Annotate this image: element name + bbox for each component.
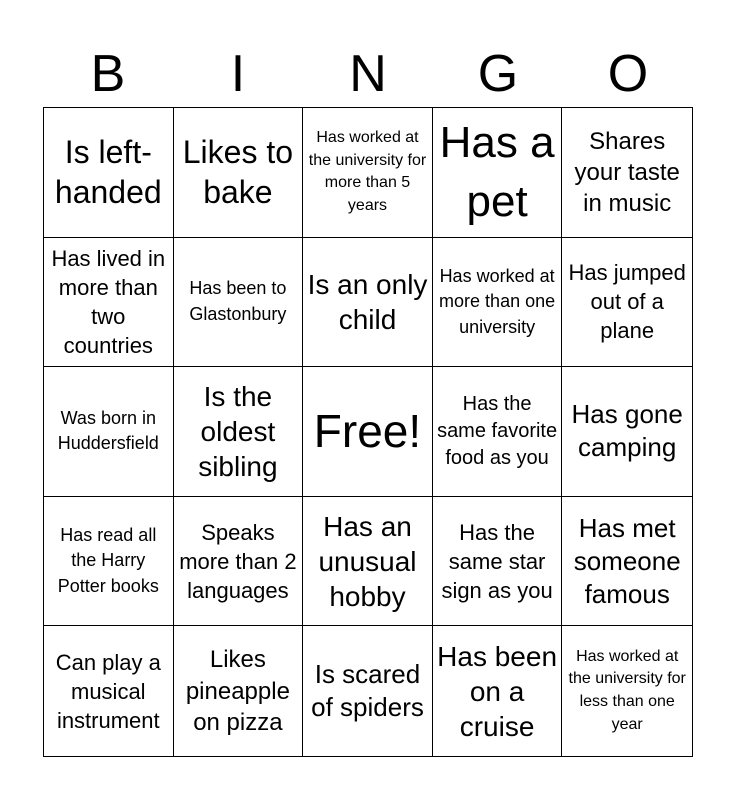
bingo-cell[interactable]	[303, 238, 433, 368]
cell-text: Has been on a cruise	[437, 640, 558, 742]
bingo-board	[43, 107, 693, 757]
bingo-cell[interactable]	[44, 108, 174, 238]
header-letter-g: G	[477, 45, 519, 103]
bingo-cell[interactable]	[433, 626, 563, 756]
header-letter-o: O	[607, 45, 649, 103]
bingo-cell[interactable]	[174, 497, 304, 627]
bingo-cell[interactable]	[174, 108, 304, 238]
cell-text: Likes pineapple on pizza	[185, 646, 290, 736]
bingo-cell[interactable]	[562, 238, 692, 368]
cell-text: Is scared of spiders	[311, 659, 424, 723]
bingo-cell[interactable]	[44, 626, 174, 756]
bingo-header	[43, 40, 693, 108]
cell-text: Is an only child	[307, 268, 428, 335]
cell-text: Has worked at the university for more than 5 years	[308, 128, 427, 215]
bingo-cell[interactable]	[303, 497, 433, 627]
cell-text: Has lived in more than two countries	[51, 245, 166, 358]
cell-text: Has read all the Harry Potter books	[57, 524, 159, 596]
header-letter-b: B	[90, 45, 126, 103]
cell-text: Speaks more than 2 languages	[179, 519, 297, 603]
cell-text: Has the same favorite food as you	[437, 392, 558, 469]
bingo-cell[interactable]	[44, 367, 174, 497]
cell-text: Has a pet	[439, 117, 555, 227]
free-space: Free!	[313, 404, 422, 457]
bingo-cell[interactable]	[433, 238, 563, 368]
cell-text: Can play a musical instrument	[55, 649, 161, 733]
cell-text: Likes to bake	[182, 134, 294, 211]
bingo-cell[interactable]	[174, 626, 304, 756]
bingo-cell[interactable]	[562, 626, 692, 756]
bingo-cell[interactable]	[303, 367, 433, 497]
bingo-cell[interactable]	[433, 367, 563, 497]
bingo-cell[interactable]	[44, 238, 174, 368]
header-letter-i: I	[230, 45, 246, 103]
bingo-cell[interactable]	[44, 497, 174, 627]
cell-text: Has been to Glastonbury	[189, 278, 287, 324]
bingo-cell[interactable]	[303, 626, 433, 756]
cell-text: Shares your taste in music	[574, 127, 680, 217]
bingo-cell[interactable]	[562, 367, 692, 497]
cell-text: Has the same star sign as you	[441, 519, 553, 603]
header-letter-n: N	[349, 45, 387, 103]
cell-text: Was born in Huddersfield	[57, 407, 159, 454]
cell-text: Is left-handed	[54, 134, 162, 211]
cell-text: Has gone camping	[571, 399, 683, 463]
cell-text: Has met someone famous	[573, 512, 681, 609]
bingo-cell[interactable]	[303, 108, 433, 238]
cell-text: Has worked at more than one university	[439, 265, 556, 337]
bingo-cell[interactable]	[562, 108, 692, 238]
cell-text: Is the oldest sibling	[198, 380, 278, 482]
cell-text: Has an unusual hobby	[318, 510, 417, 612]
bingo-cell[interactable]	[433, 108, 563, 238]
bingo-cell[interactable]	[174, 367, 304, 497]
bingo-cell[interactable]	[562, 497, 692, 627]
bingo-cell[interactable]	[433, 497, 563, 627]
bingo-cell[interactable]	[174, 238, 304, 368]
cell-text: Has worked at the university for less than one year	[568, 647, 686, 733]
cell-text: Has jumped out of a plane	[568, 260, 686, 344]
